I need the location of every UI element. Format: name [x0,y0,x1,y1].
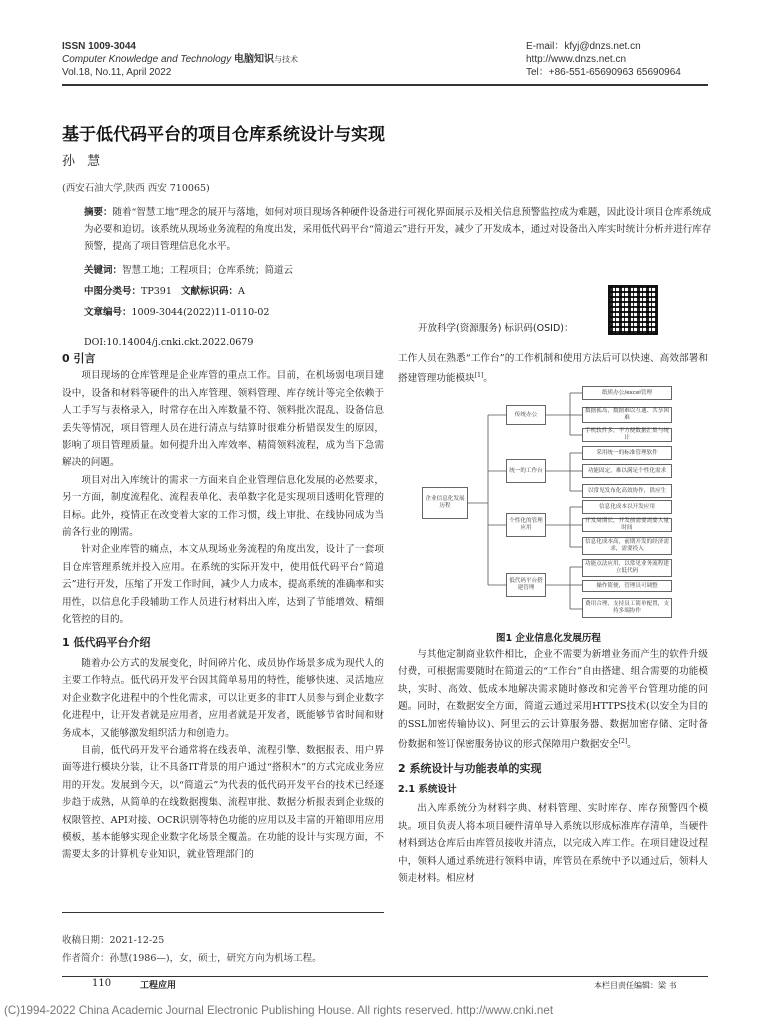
ref-2: [2] [618,738,628,746]
footnote-rule [62,912,384,913]
right-top-text: 工作人员在熟悉“工作台”的工作机制和使用方法后可以快速、高效部署和搭建管理功能模块 [398,353,708,385]
figure-leaf-4: 采用统一的标准管理软件 [582,446,672,460]
section-0-heading: 0 引言 [62,352,96,365]
page-number: 110 [92,978,112,989]
figure-leaf-6: 以常见发布化高效协作，供应生 [582,484,672,498]
footer-rule [62,976,708,977]
left-column [62,350,384,864]
figure-group-4: 低代码平台搭建管理 [506,573,546,597]
received-date: 收稿日期：2021-12-25 [62,935,165,946]
right-column-bottom [398,646,708,887]
doc-code-label: 文献标识码： [180,286,238,297]
right-column-top [398,350,708,388]
article-no-value: 1009-3044(2022)11-0110-02 [131,307,270,318]
sec1-paragraph-2: 目前，低代码开发平台通常将在线表单、流程引擎、数据报表、用户界面等进行模块分装，让不具备IT背景的用户通过“搭积木”的方式完成业务应用的开发。发展到今天，以“简道云”为代表的低代码开发平台的技术已经逐步趋于成熟，从简单的在线数据搜集、流程审批、数据分析报表到企业级的权限管控、API对接、OCR识别等特色功能的应用以及丰富的开箱即用应用模板，基本能够实现企业数字化场景全覆盖。在功能的设计与实现方面，不需要太多的计算机专业知识，就业管理部门的 [62,744,384,861]
article-no-label: 文章编号： [84,307,132,318]
author-bio: 作者简介：孙慧(1986—)，女，硕士，研究方向为机场工程。 [62,953,322,964]
sec0-paragraph-3: 针对企业库管的痛点，本文从现场业务流程的角度出发，设计了一套项目仓库管理系统并投入应用。在系统的实际开发中，使用低代码平台“简道云”进行开发，压缩了开发工作时间，减少人力成本，提高系统的准确率和实用性，以信息化手段辅助工作人员进行材料出入库，达到了节能增效、精细化管控的目的。 [62,544,384,626]
journal-header-right [526,40,681,79]
footer-section: 工程应用 [140,981,177,991]
volume: Vol.18, No.11, April 2022 [62,67,172,78]
issn: ISSN 1009-3044 [62,41,136,52]
right-top-end: 。 [483,373,493,385]
figure-leaf-5: 功能固定，难以满足个性化需求 [582,464,672,478]
figure-leaf-11: 操作简便，管理员可调整 [582,580,672,592]
email: E-mail：kfyj@dnzs.net.cn [526,41,641,52]
section-1-heading: 1 低代码平台介绍 [62,635,151,649]
sec21-paragraph-1: 出入库系统分为材料字典、材料管理、实时库存、库存预警四个模块。项目负责人将本项目硬件清单导入系统以形成标准库存清单，当硬件材料到达仓库后由库管员接收并清点，以完成入库工作。在项目建设过程中，领料人通过系统进行领料申请，库管员在系统中予以通过后，领料人领走材料。相应材 [398,803,708,885]
figure-1 [418,385,708,625]
figure-leaf-2: 数据孤岛，数据难以互通、共享困难 [582,407,672,423]
figure-leaf-12: 费用合理，支持员工简单配置，支持多端协作 [582,598,672,618]
sec0-paragraph-2: 项目对出入库统计的需求一方面来自企业管理信息化发展的必然要求，另一方面，制度流程化、流程表单化、表单数字化是实现项目透明化管理的目标。此外，疫情正在改变着大家的工作习惯，线上审批、在线协同成为当前各行业的刚需。 [62,474,384,539]
para-after-figure-end: 。 [627,739,637,751]
abstract-label: 摘要： [84,207,113,218]
ref-1: [1] [474,372,484,380]
figure-root-node: 企业信息化发展历程 [422,487,468,519]
keywords-text: 智慧工地；工程项目；仓库系统；简道云 [122,265,294,276]
figure-leaf-9: 信息化成本高，前期开发的经济需求，需要投入 [582,537,672,555]
journal-name-cn: 电脑知识 [233,54,274,65]
figure-leaf-7: 信息化成本以开发应用 [582,500,672,514]
doc-code-value: A [237,286,245,297]
journal-name-cn2: 与技术 [273,55,298,64]
osid-label: 开放科学(资源服务) 标识码(OSID)： [418,323,574,334]
abstract-text: 随着“智慧工地”理念的展开与落地，如何对项目现场各种硬件设备进行可视化界面展示及相关信息预警监控成为难题，因此设计项目仓库系统成为必要和迫切。该系统从现场业务流程的角度出发，采用低代码平台“简道云”进行开发，减少了开发成本，通过对设备出入库实时统计分析并进行库存预警，提高了项目管理信息化水平。 [84,207,712,252]
telephone: Tel：+86-551-65690963 65690964 [526,67,681,78]
author: 孙 慧 [62,154,105,169]
para-after-figure [398,646,708,754]
keywords-label: 关键词： [84,265,123,276]
sec1-paragraph-1: 随着办公方式的发展变化，时间碎片化、成员协作场景多成为现代人的主要工作特点。低代码开发平台因其简单易用的特性，能够快速、灵活地应对企业数字化进程中的个性化需求，可以让更多的非IT人员参与到企业数字化进程中，让开发者就是应用者，应用者就是开发者，既能够节省时间和财务成本，又能够激发组织活力和创造力。 [62,657,384,739]
paper-title: 基于低代码平台的项目仓库系统设计与实现 [62,125,385,145]
figure-1-caption: 图1 企业信息化发展历程 [496,633,601,644]
figure-leaf-3: 手机软件多，不方便数据汇集与统计 [582,428,672,442]
doi[interactable]: DOI:10.14004/j.cnki.ckt.2022.0679 [84,337,254,348]
figure-group-1: 传统办公 [506,405,546,425]
keywords [84,262,714,279]
website[interactable]: http://www.dnzs.net.cn [526,54,627,65]
osid-qr-code[interactable] [608,285,658,335]
section-2-heading: 2 系统设计与功能表单的实现 [398,761,542,775]
affiliation: (西安石油大学,陕西 西安 710065) [62,183,210,194]
clc-value: TP391 [141,286,172,297]
figure-leaf-8: 开发周期长，开发前需要需要大量时间 [582,518,672,532]
cnki-watermark: (C)1994-2022 China Academic Journal Electronic Publishing House. All rights reserved. http://www.cnki.net [4,1004,554,1017]
right-top-paragraph [398,350,708,388]
abstract [84,204,714,255]
journal-header-left [62,40,298,79]
para-after-figure-text: 与其他定制商业软件相比，企业不需要为新增业务而产生的软件升级付费，可根据需要随时在简道云的“工作台”自由搭建、组合需要的功能模块，实时、高效、低成本地解决需求随时修改和完善平台管理功能的问题。同时，在数据安全方面，简道云通过采用HTTPS技术(以安全为目的的SSL加密传输协议)、阿里云的云计算服务器、数据加密存储、定时备份数据和签订保密服务协议的形式保障用户数据安全 [398,649,708,751]
sec0-paragraph-1: 项目现场的仓库管理是企业库管的重点工作。目前，在机场弱电项目建设中，设备和材料等硬件的出入库管理、领料管理、库存统计等完全依赖于人工手写与表格录入，时常存在出入库数量不符、领料批次混乱、设备信息丢失等情况，项目管理人员在进行清点与结算时很难分析错误发生的原因，影响了项目管理质量。如何提升出入库效率、精简领料流程，成为当下急需解决的问题。 [62,370,384,469]
figure-leaf-10: 功能点法应用，以常见业务流程建立低代码 [582,559,672,577]
journal-name-en: Computer Knowledge and Technology [62,54,232,65]
figure-group-2: 统一的工作台 [506,459,546,483]
figure-group-3: 个性化的管理应用 [506,513,546,537]
figure-leaf-1: 纸质办公/excel管理 [582,386,672,400]
section-2-1-heading: 2.1 系统设计 [398,784,457,796]
footer-editor: 本栏目责任编辑：梁 书 [594,981,677,990]
clc-label: 中图分类号： [84,286,142,297]
header-rule [62,84,708,86]
